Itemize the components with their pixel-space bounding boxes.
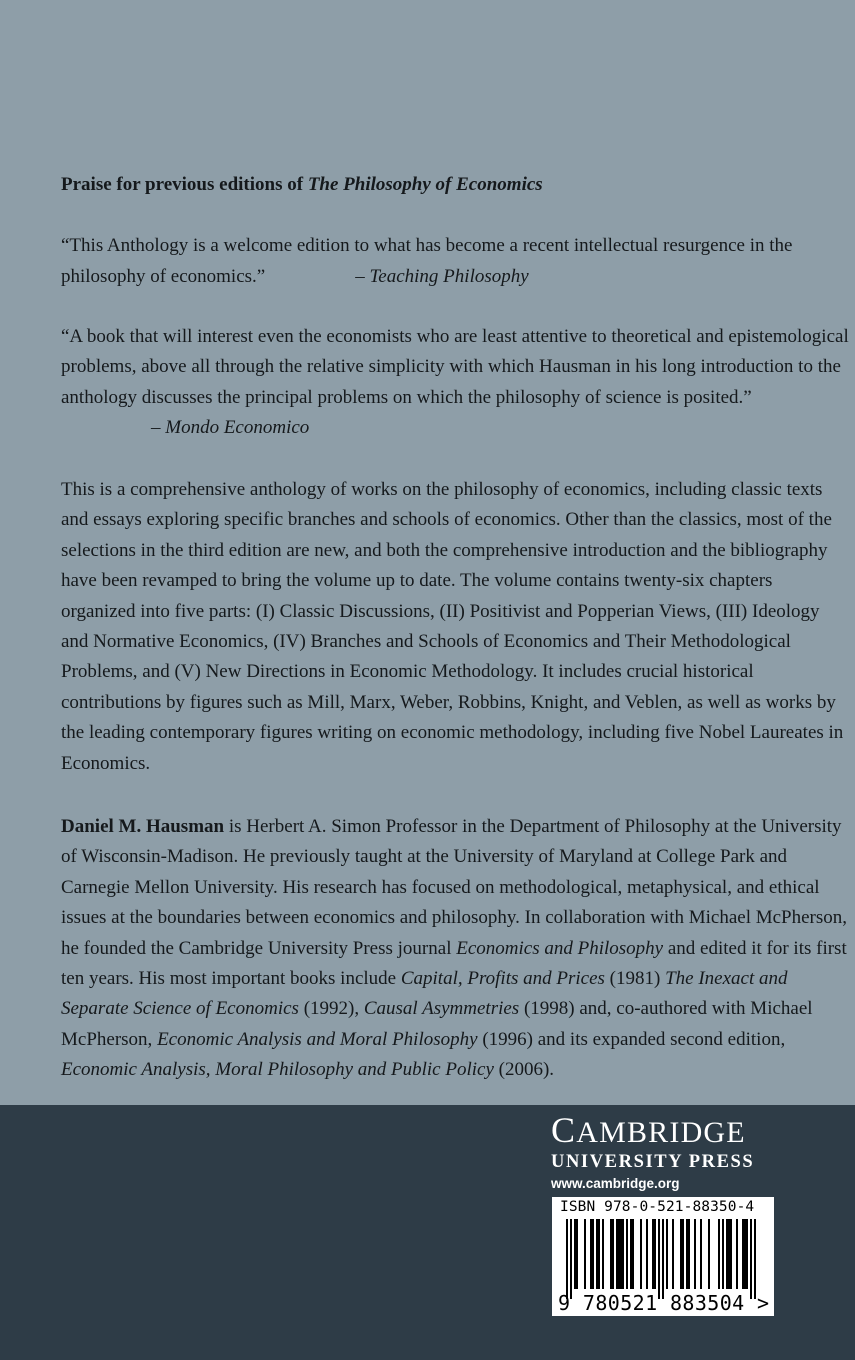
book-title-3: Causal Asymmetries	[363, 998, 520, 1020]
barcode-bar	[590, 1219, 594, 1289]
journal-title: Economics and Philosophy	[456, 937, 664, 959]
review-quote-2-source: – Mondo Economico	[151, 417, 310, 439]
barcode-bar	[630, 1219, 634, 1289]
book-title-2: The Inexact and Separate Science of Economics	[61, 968, 788, 1020]
barcode-bar	[596, 1219, 600, 1289]
isbn-label: ISBN 978-0-521-88350-4	[560, 1199, 755, 1215]
barcode-bar	[574, 1219, 578, 1289]
barcode-bar	[750, 1219, 752, 1299]
publisher-logo	[551, 1112, 754, 1194]
publisher-name-rest: AMBRIDGE	[576, 1116, 746, 1149]
barcode-bar	[718, 1219, 720, 1289]
barcode-bar	[700, 1219, 702, 1289]
publisher-press: UNIVERSITY PRESS	[551, 1152, 755, 1172]
author-bio-text-6: (1996) and its expanded second edition,	[477, 1028, 786, 1050]
praise-heading	[61, 170, 851, 201]
review-quote-1-text: “This Anthology is a welcome edition to what has become a recent intellectual resurgence in the philosophy of economics.”	[61, 235, 793, 287]
barcode-bar	[694, 1219, 696, 1289]
praise-heading-prefix: Praise for previous editions of	[61, 174, 308, 195]
barcode-bar	[722, 1219, 724, 1289]
publisher-name	[551, 1112, 754, 1151]
book-description: This is a comprehensive anthology of works on the philosophy of economics, including classic texts and essays exploring specific branches and schools of economics. Other than the classics, most of the selections in the third edition are new, and both the comprehensive introduction and the bibliography have been revamped to bring the volume up to date. The volume contains twenty-six chapters organized into five parts: (I) Classic Discussions, (II) Positivist and Popperian Views, (III) Ideology and Normative Economics, (IV) Branches and Schools of Economics and Their Methodological Problems, and (V) New Directions in Economic Methodology. It includes crucial historical contributions by figures such as Mill, Marx, Weber, Robbins, Knight, and Veblen, as well as works by the leading contemporary figures writing on economic methodology, including five Nobel Laureates in Economics.	[61, 479, 844, 774]
barcode-bar	[736, 1219, 738, 1289]
isbn-barcode	[552, 1197, 774, 1316]
book-title-1: Capital, Profits and Prices	[400, 968, 605, 990]
barcode-bar	[658, 1219, 660, 1299]
review-quote-2	[61, 322, 851, 444]
barcode-bar	[566, 1219, 568, 1299]
barcode-bar	[754, 1219, 756, 1299]
barcode-bar	[626, 1219, 628, 1289]
barcode-bar	[680, 1219, 684, 1289]
author-bio-text-2: and edited it for its first ten years. His most important books include	[61, 937, 847, 990]
barcode-bar	[610, 1219, 614, 1289]
barcode-bar	[726, 1219, 732, 1289]
barcode-bar	[646, 1219, 648, 1289]
barcode-bar	[708, 1219, 710, 1289]
barcode-bar	[652, 1219, 656, 1289]
author-bio	[61, 812, 851, 1086]
book-title-5: Economic Analysis, Moral Philosophy and Public Policy	[61, 1059, 494, 1081]
barcode-bar	[672, 1219, 674, 1289]
review-quote-2-text: “A book that will interest even the economists who are least attentive to theoretical and epistemological problems, above all through the relative simplicity with which Hausman in his long introduction to the anthology discusses the principal problems on which the philosophy of science is posited.”	[61, 326, 849, 408]
barcode-bar	[640, 1219, 642, 1289]
author-bio-text-7: (2006).	[493, 1059, 555, 1081]
barcode-bar	[570, 1219, 572, 1299]
barcode-digits: 9 780521 883504 >	[558, 1291, 770, 1315]
praise-heading-title: The Philosophy of Economics	[307, 174, 543, 195]
barcode-bar	[584, 1219, 586, 1289]
publisher-url: www.cambridge.org	[551, 1176, 680, 1191]
barcode-bar	[602, 1219, 604, 1289]
publisher-name-initial: C	[551, 1110, 577, 1150]
barcode-bar	[686, 1219, 690, 1289]
barcode-bar	[742, 1219, 748, 1289]
author-bio-text-4: (1992),	[298, 998, 364, 1020]
review-quote-1	[61, 231, 851, 292]
barcode-bar	[616, 1219, 624, 1289]
barcode-bar	[662, 1219, 664, 1299]
author-bio-text-1: is Herbert A. Simon Professor in the Department of Philosophy at the University of Wisconsin-Madison. He previously taught at the University of Maryland at College Park and Carnegie Mellon University. His research has focused on methodological, metaphysical, and ethical issues at the boundaries between economics and philosophy. In collaboration with Michael McPherson, he founded the Cambridge University Press journal	[61, 816, 848, 959]
author-bio-text-5: (1998) and, co-authored with Michael McPherson,	[61, 998, 813, 1050]
author-bio-text-3: (1981)	[604, 968, 666, 990]
barcode-bar	[666, 1219, 668, 1289]
book-title-4: Economic Analysis and Moral Philosophy	[157, 1028, 478, 1050]
review-quote-1-source: – Teaching Philosophy	[355, 265, 529, 287]
author-name: Daniel M. Hausman	[61, 816, 225, 837]
